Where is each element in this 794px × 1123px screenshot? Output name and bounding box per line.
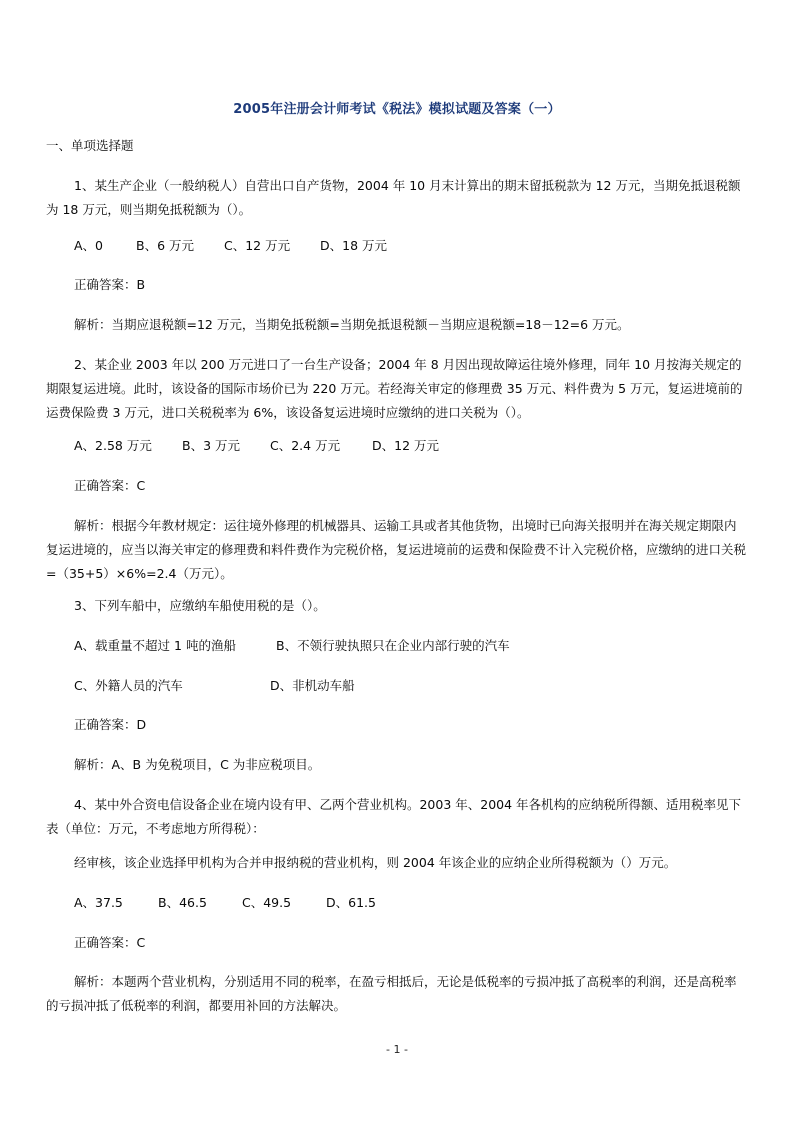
question-2-analysis: 解析：根据今年教材规定：运往境外修理的机械器具、运输工具或者其他货物，出境时已向海关报明并在海关规定期限内复运进境的，应当以海关审定的修理费和料件费作为完税价格，复运进境前的运费和保险费不计入完税价格，应缴纳的进口关税=（35+5）×6%=2.4（万元）。 — [46, 518, 747, 581]
question-1-analysis: 解析：当期应退税额=12 万元，当期免抵税额=当期免抵退税额－当期应退税额=18－12=6 万元。 — [74, 317, 630, 332]
question-4-analysis: 解析：本题两个营业机构，分别适用不同的税率，在盈亏相抵后，无论是低税率的亏损冲抵了高税率的利润，还是高税率的亏损冲抵了低税率的利润，都要用补回的方法解决。 — [46, 974, 737, 1013]
document-title: 2005年注册会计师考试《税法》模拟试题及答案（一） — [233, 102, 561, 117]
q2-option-c: C、2.4 万元 — [270, 438, 341, 453]
question-1-answer: 正确答案：B — [74, 277, 146, 292]
question-3-text: 3、下列车船中，应缴纳车船使用税的是（）。 — [74, 598, 326, 613]
question-2-options — [74, 434, 439, 458]
section-heading: 一、单项选择题 — [46, 138, 134, 153]
q4-option-c: C、49.5 — [242, 895, 292, 910]
q4-option-b: B、46.5 — [158, 895, 207, 910]
q2-option-d: D、12 万元 — [372, 438, 440, 453]
question-3-options-row-2 — [74, 674, 355, 698]
q4-option-a: A、37.5 — [74, 895, 123, 910]
question-3-options-row-1 — [74, 634, 510, 658]
question-3-answer: 正确答案：D — [74, 717, 147, 732]
question-1-text: 1、某生产企业（一般纳税人）自营出口自产货物，2004 年 10 月末计算出的期末留抵税款为 12 万元，当期免抵退税额为 18 万元，则当期免抵税额为（）。 — [46, 178, 741, 217]
q3-option-a: A、载重量不超过 1 吨的渔船 — [74, 638, 236, 653]
q2-option-a: A、2.58 万元 — [74, 438, 152, 453]
q3-option-d: D、非机动车船 — [270, 678, 355, 693]
question-4-text-continued: 经审核，该企业选择甲机构为合并申报纳税的营业机构，则 2004 年该企业的应纳企业所得税额为（）万元。 — [74, 855, 677, 870]
q3-option-c: C、外籍人员的汽车 — [74, 678, 183, 693]
q1-option-a: A、0 — [74, 238, 104, 253]
page-number: - 1 - — [386, 1043, 408, 1056]
question-4-answer: 正确答案：C — [74, 935, 146, 950]
q1-option-d: D、18 万元 — [320, 238, 388, 253]
question-4-options — [74, 891, 376, 915]
question-2-text: 2、某企业 2003 年以 200 万元进口了一台生产设备；2004 年 8 月因出现故障运往境外修理，同年 10 月按海关规定的期限复运进境。此时，该设备的国际市场价已为 220 万元。若经海关审定的修理费 35 万元、料件费为 5 万元，复运进境前的运费保险费 3 万元，进口关税税率为 6%，该设备复运进境时应缴纳的进口关税为（）。 — [46, 357, 743, 420]
question-3-analysis: 解析：A、B 为免税项目，C 为非应税项目。 — [74, 757, 321, 772]
q2-option-b: B、3 万元 — [182, 438, 241, 453]
q1-option-c: C、12 万元 — [224, 238, 291, 253]
question-1-options — [74, 234, 387, 258]
q3-option-b: B、不领行驶执照只在企业内部行驶的汽车 — [276, 638, 510, 653]
q1-option-b: B、6 万元 — [136, 238, 195, 253]
question-2-answer: 正确答案：C — [74, 478, 146, 493]
question-4-text: 4、某中外合资电信设备企业在境内设有甲、乙两个营业机构。2003 年、2004 年各机构的应纳税所得额、适用税率见下表（单位：万元，不考虑地方所得税）： — [46, 797, 742, 836]
q4-option-d: D、61.5 — [326, 895, 376, 910]
